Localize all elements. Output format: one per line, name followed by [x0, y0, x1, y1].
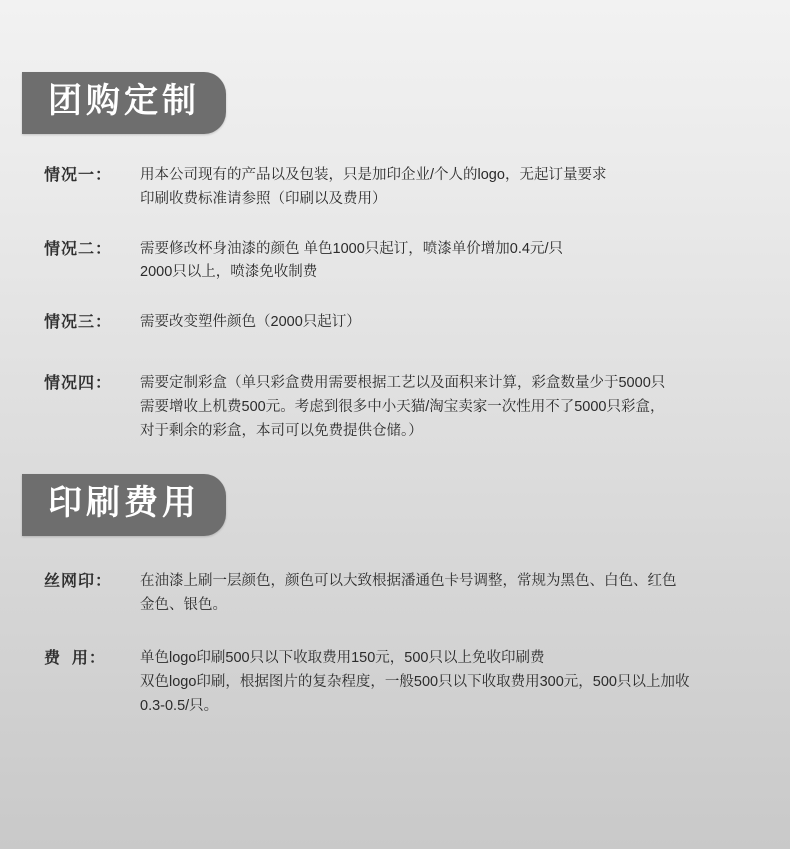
item-line: 需要增收上机费500元。考虑到很多中小天猫/淘宝卖家一次性用不了5000只彩盒，	[140, 399, 665, 416]
item-line: 印刷收费标准请参照（印刷以及费用）	[140, 190, 387, 207]
item-line: 单色logo印刷500只以下收取费用150元，500只以上免收印刷费	[140, 650, 545, 667]
item-label: 丝网印：	[44, 572, 113, 590]
item-label: 费 用：	[44, 650, 106, 668]
item-body	[140, 238, 790, 286]
item-line: 金色、银色。	[140, 596, 227, 613]
section-items-print-fee	[0, 570, 790, 720]
item-body	[140, 647, 790, 719]
item-body	[140, 311, 790, 335]
section-title: 团购定制	[22, 72, 226, 134]
list-item	[44, 372, 790, 444]
item-line: 在油漆上刷一层颜色，颜色可以大致根据潘通色卡号调整，常规为黑色、白色、红色	[140, 572, 677, 589]
item-line: 需要定制彩盒（单只彩盒费用需要根据工艺以及面积来计算，彩盒数量少于5000只	[140, 375, 666, 392]
item-body	[140, 570, 790, 618]
list-item	[44, 238, 790, 286]
item-body	[140, 372, 790, 444]
section-header-group-custom	[22, 72, 790, 134]
item-line: 对于剩余的彩盒，本司可以免费提供仓储。）	[140, 423, 423, 440]
list-item	[44, 647, 790, 719]
item-label: 情况四：	[44, 375, 113, 393]
list-item	[44, 570, 790, 618]
section-header-print-fee	[22, 474, 790, 536]
section-items-group-custom	[0, 164, 790, 444]
section-title: 印刷费用	[22, 474, 226, 536]
item-label: 情况二：	[44, 240, 113, 258]
item-line: 需要改变塑件颜色（2000只起订）	[140, 314, 361, 331]
item-line: 2000只以上，喷漆免收制费	[140, 264, 318, 281]
item-body	[140, 164, 790, 212]
item-label: 情况一：	[44, 166, 113, 184]
item-line: 用本公司现有的产品以及包装，只是加印企业/个人的logo，无起订量要求	[140, 166, 607, 183]
document-page	[0, 72, 790, 849]
item-line: 双色logo印刷，根据图片的复杂程度，一般500只以下收取费用300元，500只以上加收	[140, 674, 690, 691]
spacer	[44, 362, 790, 372]
item-label: 情况三：	[44, 314, 113, 332]
list-item	[44, 164, 790, 212]
item-line: 0.3-0.5/只。	[140, 698, 219, 715]
item-line: 需要修改杯身油漆的颜色 单色1000只起订，喷漆单价增加0.4元/只	[140, 240, 563, 257]
list-item	[44, 311, 790, 336]
